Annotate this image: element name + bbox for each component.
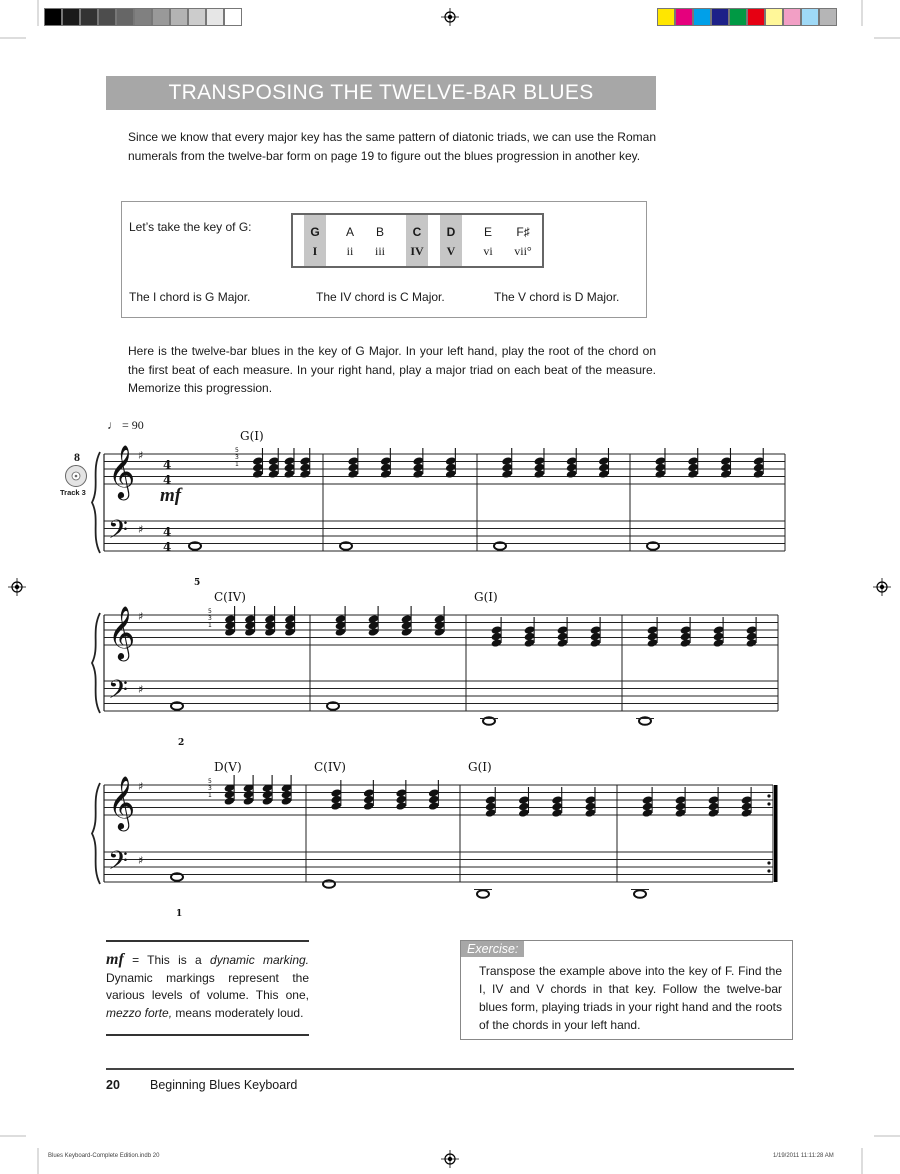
time-signature-bottom: 4 (163, 473, 172, 487)
scale-degree (304, 215, 326, 266)
scale-degree (512, 215, 534, 266)
key-signature-sharp: ♯ (138, 854, 144, 867)
chord-fingering: 3 (208, 785, 212, 792)
scale-note-letter: A (345, 225, 354, 239)
exercise-text: Transpose the example above into the key of F. Find the I, IV and V chords in that key. Follow the twelve-bar blues form, playing triads in your right hand and the roots of the chords in your left hand. (479, 964, 782, 1032)
scale-roman-numeral: vii° (514, 244, 532, 258)
scale-degree (369, 215, 391, 266)
key-signature-sharp: ♯ (138, 610, 144, 623)
treble-clef: 𝄞 (108, 444, 136, 498)
chord-IV-text: The IV chord is C Major. (316, 290, 445, 304)
dynamic-marking: mf (160, 485, 182, 506)
chord-symbol: G(I) (474, 590, 498, 604)
key-signature-sharp: ♯ (138, 523, 144, 536)
page-number: 20 (106, 1078, 120, 1092)
page-title: TRANSPOSING THE TWELVE-BAR BLUES (106, 76, 656, 110)
chord-symbol: G(I) (240, 429, 264, 443)
scale-note-letter: G (310, 225, 320, 239)
chord-fingering: 1 (208, 622, 212, 629)
scale-roman-numeral: ii (346, 244, 354, 258)
fingering-number: 1 (176, 909, 183, 919)
mf-text-c: means moderately loud. (172, 1005, 304, 1020)
mf-symbol: mf (106, 951, 124, 968)
chord-fingering: 3 (235, 454, 239, 461)
mf-text-italic2: mezzo forte, (106, 1005, 173, 1020)
exercise-label: Exercise: (461, 941, 524, 957)
scale-note-letter: C (412, 225, 422, 239)
tempo-marking: ♩ = 90 (107, 418, 144, 432)
diatonic-triads-table (291, 213, 544, 268)
scale-roman-numeral: iii (374, 244, 385, 258)
key-signature-sharp: ♯ (138, 449, 144, 462)
slug-file: Blues Keyboard-Complete Edition.indb 20 (48, 1153, 160, 1159)
chord-symbol: C(IV) (314, 760, 346, 774)
book-title: Beginning Blues Keyboard (150, 1078, 298, 1092)
time-signature-top: 4 (163, 525, 172, 539)
scale-roman-numeral: V (446, 244, 456, 258)
scale-degree (339, 215, 361, 266)
bass-clef: 𝄢 (108, 675, 128, 711)
chord-fingering: 1 (235, 461, 239, 468)
mf-text-a: = This is a (123, 953, 211, 967)
chord-fingering: 3 (208, 615, 212, 622)
track-number: 8 (74, 450, 80, 464)
slug-date: 1/19/2011 11:11:28 AM (773, 1153, 834, 1159)
scale-note-letter: B (375, 225, 384, 239)
bass-clef: 𝄢 (108, 846, 128, 882)
chord-I-text: The I chord is G Major. (129, 290, 251, 304)
chord-V-text: The V chord is D Major. (494, 290, 620, 304)
scale-degree (477, 215, 499, 266)
scale-roman-numeral: vi (483, 244, 493, 258)
footer-rule (106, 1068, 794, 1070)
bass-clef: 𝄢 (108, 515, 128, 551)
treble-clef: 𝄞 (108, 775, 136, 829)
chord-symbol: D(V) (214, 760, 242, 774)
intro-paragraph: Since we know that every major key has the same pattern of diatonic triads, we can use the Roman numerals from the twelve-bar form on page 19 to figure out the blues progression in another key. (128, 130, 656, 163)
track-label: Track 3 (60, 488, 86, 497)
chord-symbol: C(IV) (214, 590, 246, 604)
exercise-box (460, 940, 793, 1040)
key-signature-sharp: ♯ (138, 683, 144, 696)
cd-icon (64, 464, 88, 488)
scale-degree (440, 215, 462, 266)
mf-text-b: Dynamic markings represent the various levels of volume. This one, (106, 970, 309, 1002)
treble-clef: 𝄞 (108, 605, 136, 659)
scale-note-letter: F♯ (516, 225, 530, 239)
time-signature-bottom: 4 (163, 540, 172, 554)
key-signature-sharp: ♯ (138, 780, 144, 793)
chord-fingering: 5 (235, 447, 239, 454)
time-signature-top: 4 (163, 458, 172, 472)
chord-fingering: 5 (208, 608, 212, 615)
chord-symbol: G(I) (468, 760, 492, 774)
scale-roman-numeral: I (312, 244, 318, 258)
chord-fingering: 5 (208, 778, 212, 785)
key-prompt: Let’s take the key of G: (129, 220, 252, 234)
instructions-paragraph: Here is the twelve-bar blues in the key of G Major. In your left hand, play the root of the chord on the first beat of each measure. In your right hand, play a major triad on each beat of the measure. Memorize this progression. (128, 344, 656, 395)
scale-roman-numeral: IV (410, 244, 424, 258)
scale-degree (406, 215, 428, 266)
fingering-number: 5 (194, 578, 201, 588)
dynamic-marking-note (106, 940, 309, 1036)
scale-note-letter: E (483, 225, 492, 239)
mf-text-italic: dynamic marking. (210, 953, 309, 967)
chord-fingering: 1 (208, 792, 212, 799)
fingering-number: 2 (178, 738, 185, 748)
scale-note-letter: D (446, 225, 456, 239)
